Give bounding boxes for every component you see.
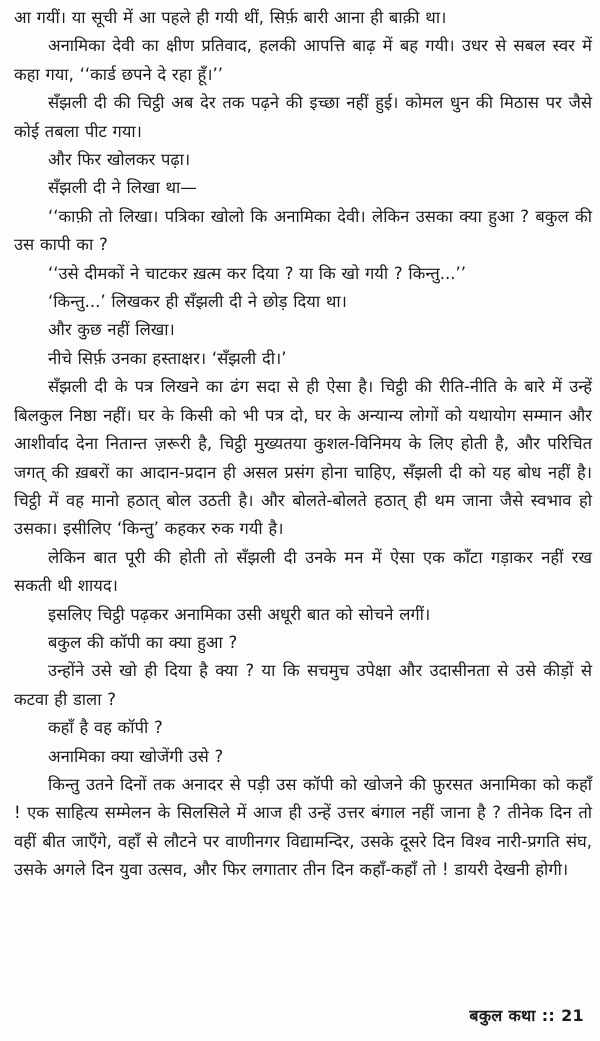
- paragraph: ‘‘काफ़ी तो लिखा। पत्रिका खोलो कि अनामिका देवी। लेकिन उसका क्या हुआ ? बकुल की उस कापी का ?: [14, 206, 592, 255]
- paragraph: सँझली दी की चिट्ठी अब देर तक पढ़ने की इच्छा नहीं हुई। कोमल धुन की मिठास पर जैसे कोई तबला पीट गया।: [14, 93, 592, 141]
- paragraph: इसलिए चिट्ठी पढ़कर अनामिका उसी अधूरी बात को सोचने लगीं।: [48, 604, 431, 624]
- paragraph: सँझली दी ने लिखा था—: [48, 178, 197, 198]
- page-number: 21: [561, 1006, 584, 1025]
- paragraph: और कुछ नहीं लिखा।: [48, 320, 175, 340]
- paragraph: किन्तु उतने दिनों तक अनादर से पड़ी उस कॉपी को खोजने की फ़ुरसत अनामिका को कहाँ ! एक साहित्य सम्मेलन के सिलसिले में आज ही उन्हें उत्तर बंगाल नहीं जाना है ? तीनेक दिन तो वहीं बीत जाएँगे, वहाँ से लौटने पर वाणीनगर विद्यामन्दिर, उसके दूसरे दिन विश्व नारी-प्रगति संघ, उसके अगले दिन युवा उत्सव, और फिर लगातार तीन दिन कहाँ-कहाँ तो ! डायरी देखनी होगी।: [14, 774, 592, 880]
- paragraph: ‘‘उसे दीमकों ने चाटकर ख़त्म कर दिया ? या कि खो गयी ? किन्तु...’’: [48, 263, 467, 283]
- paragraph: उन्होंने उसे खो ही दिया है क्या ? या कि सचमुच उपेक्षा और उदासीनता से उसे कीड़ों से कटवा ही डाला ?: [14, 661, 592, 709]
- paragraph: बकुल की कॉपी का क्या हुआ ?: [48, 632, 238, 652]
- paragraph: नीचे सिर्फ़ उनका हस्ताक्षर। ‘सँझली दी।’: [48, 348, 287, 368]
- paragraph: कहाँ है वह कॉपी ?: [48, 718, 163, 738]
- paragraph: आ गयीं। या सूची में आ पहले ही गयी थीं, सिर्फ़ बारी आना ही बाक़ी था।: [14, 8, 447, 27]
- paragraph: ‘किन्तु...’ लिखकर ही सँझली दी ने छोड़ दिया था।: [48, 292, 347, 312]
- paragraph: अनामिका देवी का क्षीण प्रतिवाद, हलकी आपत्ति बाढ़ में बह गयी। उधर से सबल स्वर में कहा गया, ‘‘कार्ड छपने दे रहा हूँ।’’: [14, 36, 592, 84]
- running-title: बकुल कथा: [469, 1006, 536, 1025]
- paragraph: अनामिका क्या खोजेंगी उसे ?: [48, 746, 224, 766]
- footer-separator: ::: [541, 1006, 556, 1025]
- paragraph: लेकिन बात पूरी की होती तो सँझली दी उनके मन में ऐसा एक काँटा गड़ाकर नहीं रख सकती थी शायद।: [14, 547, 592, 596]
- page-body-text: [14, 4, 592, 885]
- page-footer: [469, 1004, 584, 1026]
- paragraph: सँझली दी के पत्र लिखने का ढंग सदा से ही ऐसा है। चिट्ठी की रीति-नीति के बारे में उन्हें बिलकुल निष्ठा नहीं। घर के किसी को भी पत्र दो, घर के अन्यान्य लोगों को यथायोग सम्मान और आशीर्वाद देना नितान्त ज़रूरी है, चिट्ठी मुख्यतया कुशल-विनिमय के लिए होती है, और परिचित जगत् की ख़बरों का आदान-प्रदान ही असल प्रसंग होना चाहिए, सँझली दी को यह बोध नहीं है। चिट्ठी में वह मानो हठात् बोल उठती है। और बोलते-बोलते हठात् ही थम जाना जैसे स्वभाव हो उसका। इसीलिए ‘किन्तु’ कहकर रुक गयी है।: [14, 377, 592, 539]
- paragraph: और फिर खोलकर पढ़ा।: [48, 150, 191, 170]
